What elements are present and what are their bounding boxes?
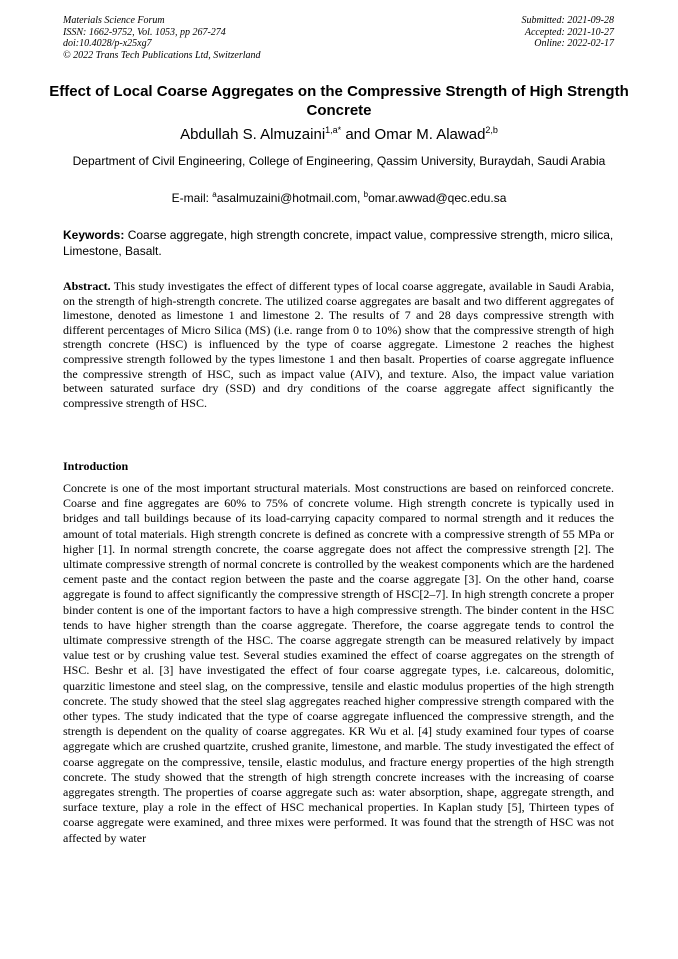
- abstract-label: Abstract.: [63, 279, 111, 293]
- email-line: [40, 191, 638, 206]
- keywords-paragraph: [63, 228, 614, 259]
- author-line: [40, 126, 638, 144]
- author-2-name: Omar M. Alawad: [374, 126, 486, 143]
- journal-header-right: [522, 15, 615, 50]
- abstract-paragraph: [63, 279, 614, 410]
- email-a-address: asalmuzaini@hotmail.com: [216, 191, 357, 205]
- submitted-date: Submitted: 2021-09-28: [521, 15, 614, 26]
- introduction-paragraph: Concrete is one of the most important structural materials. Most constructions are based on reinforced concrete. Coarse and fine aggregates are 60% to 75% of concrete volume. High strength concrete is typically used in bridges and tall buildings because of its load-carrying capacity compared to normal strength and it reduces the amount of total materials. High strength concrete is defined as concrete with a compressive strength of 55 MPa or higher [1]. In normal strength concrete, the coarse aggregate does not affect the compressive strength [2]. The ultimate compressive strength of normal concrete is controlled by the weakest components which are the hardened cement paste and the contact region between the paste and the coarse aggregate [3]. On the other hand, coarse aggregate is found to affect significantly the compressive strength of HSC[2–7]. In high strength concrete a proper binder content is one of the important factors to have a high compressive strength. The binder content in the HSC tends to have higher strength than the coarse aggregate. Therefore, the coarse aggregate tends to control the ultimate compressive strength of the HSC. The coarse aggregate strength can be measured relatively by impact value test or by crushing value test. Several studies examined the effect of coarse aggregates on the strength of HSC. Beshr et al. [3] have investigated the effect of four coarse aggregate types, i.e. calcareous, dolomitic, quarzitic limestone and steel slag, on the compressive, tensile and elastic modulus properties of the high strength concrete. The study showed that the steel slag aggregates reached higher compressive strength compared with the other types. The study indicated that the type of coarse aggregate influenced the compressive strength, and the strength is dependent on the quality of coarse aggregates. KR Wu et al. [4] study examined four types of coarse aggregate which are crushed quartzite, crushed granite, limestone, and marble. The study investigated the effect of coarse aggregate on the compressive, tensile, elastic modulus, and fracture energy properties of the high strength concrete. The study showed that the strength of high strength concrete increases with the increasing of coarse aggregates strength. The properties of coarse aggregate such as: water absorption, shape, aggregate strength, and surface texture, play a role in the effect of HSC mechanical properties. In Kaplan study [5], Thirteen types of coarse aggregate were examined, and three mixes were performed. It was found that the strength of HSC was not affected by water: [63, 481, 614, 845]
- email-b-mark: b: [363, 190, 369, 199]
- author-conjunction: and: [341, 126, 375, 143]
- journal-header-left: [63, 15, 261, 61]
- abstract-text: This study investigates the effect of different types of local coarse aggregate, available in Saudi Arabia, on the strength of high-strength concrete. The utilized coarse aggregates are basalt and two different aggregates of limestone, denoted as limestone 1 and limestone 2. The results of 7 and 28 days compressive strength with different percentages of Micro Silica (MS) (i.e. range from 0 to 10%) show that the compressive strength of high strength concrete (HSC) is influenced by the type of coarse aggregate. Limestone 2 reaches the highest compressive strength followed by the types limestone 1 and then basalt. Properties of coarse aggregate influence the compressive strength of HSC, such as impact value (AIV), and texture. Also, the impact value variation between saturated surface dry (SSD) and dry conditions of the coarse aggregate affect significantly the compressive strength of HSC.: [63, 279, 614, 410]
- email-separator: ,: [356, 191, 364, 205]
- author-1-name: Abdullah S. Almuzaini: [180, 126, 326, 143]
- paper-title: Effect of Local Coarse Aggregates on the Compressive Strength of High Strength Concrete: [49, 83, 629, 119]
- author-2-affiliation-mark: 2,b: [485, 125, 498, 135]
- introduction-heading: Introduction: [63, 459, 129, 473]
- author-1-affiliation-mark: 1,a*: [325, 125, 342, 135]
- issn-line: ISSN: 1662-9752, Vol. 1053, pp 267-274: [63, 26, 226, 38]
- doi-line: doi:10.4028/p-x25xg7: [63, 38, 152, 50]
- online-date: Online: 2022-02-17: [534, 38, 614, 50]
- affiliation: Department of Civil Engineering, College of Engineering, Qassim University, Buraydah, Saudi Arabia: [72, 154, 606, 168]
- keywords-text: Coarse aggregate, high strength concrete, impact value, compressive strength, micro silica, Limestone, Basalt.: [63, 228, 614, 258]
- copyright-line: © 2022 Trans Tech Publications Ltd, Switzerland: [63, 49, 261, 61]
- accepted-date: Accepted: 2021-10-27: [524, 26, 614, 38]
- email-b-address: omar.awwad@qec.edu.sa: [368, 191, 507, 205]
- keywords-label: Keywords:: [63, 228, 125, 242]
- email-a-mark: a: [212, 190, 217, 199]
- email-prefix: E-mail:: [171, 191, 213, 205]
- journal-name: Materials Science Forum: [63, 15, 165, 26]
